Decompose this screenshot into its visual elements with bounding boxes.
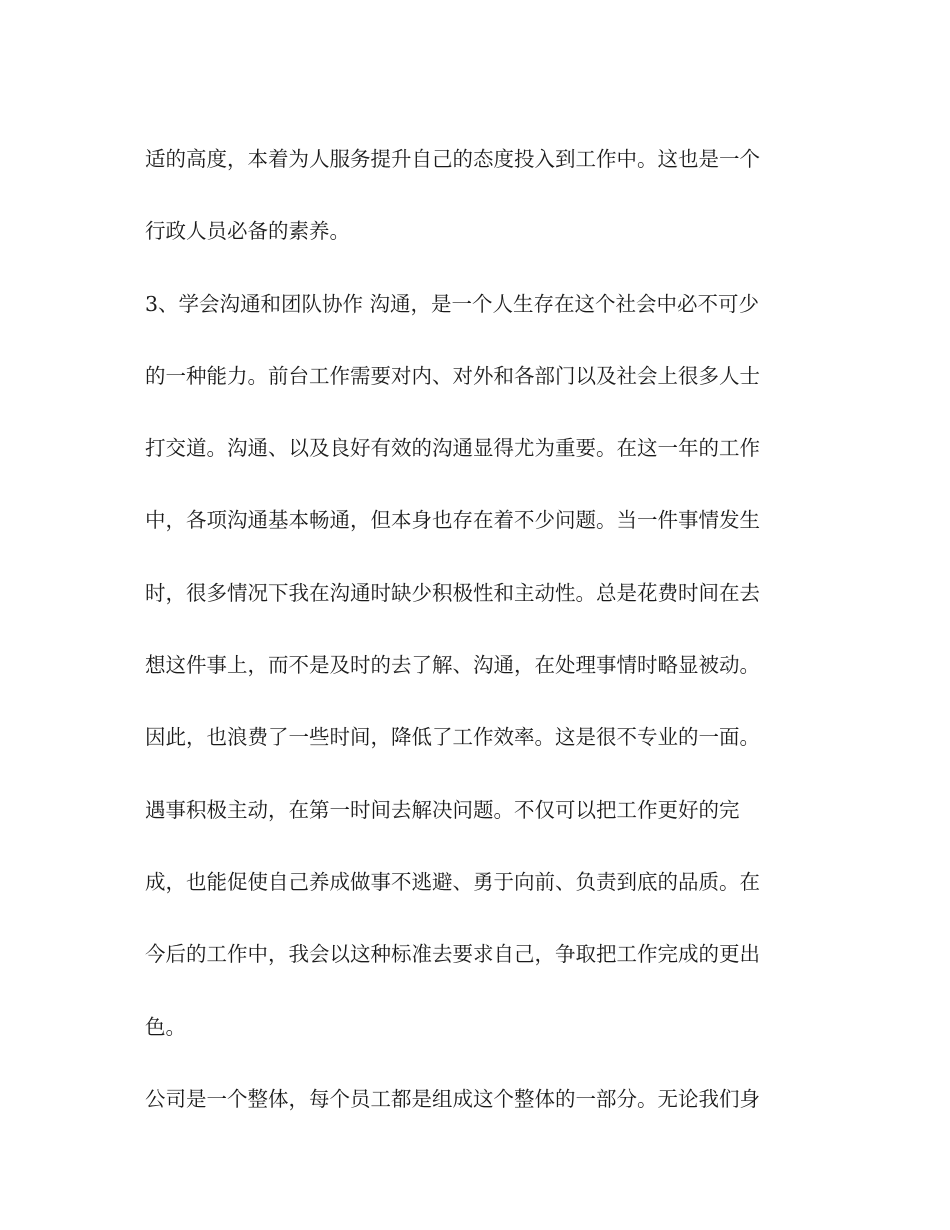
text-line: 适的高度，本着为人服务提升自己的态度投入到工作中。这也是一个 (145, 147, 760, 171)
text-line: 遇事积极主动，在第一时间去解决问题。不仅可以把工作更好的完 (145, 797, 740, 822)
text-line: 因此，也浪费了一些时间，降低了工作效率。这是很不专业的一面。 (145, 725, 760, 750)
text-line: 公司是一个整体，每个员工都是组成这个整体的一部分。无论我们身 (145, 1086, 760, 1111)
text-line: 时，很多情况下我在沟通时缺少积极性和主动性。总是花费时间在去 (145, 580, 760, 605)
text-line: 中，各项沟通基本畅通，但本身也存在着不少问题。当一件事情发生 (145, 508, 760, 533)
text-line: 色。 (145, 1014, 186, 1039)
text-line: 行政人员必备的素养。 (145, 219, 350, 244)
text-line: 成，也能促使自己养成做事不逃避、勇于向前、负责到底的品质。在 (145, 869, 760, 894)
text-line: 的一种能力。前台工作需要对内、对外和各部门以及社会上很多人士 (145, 363, 760, 388)
body-text (145, 123, 815, 1135)
text-line: 3、学会沟通和团队协作 沟通，是一个人生存在这个社会中必不可少 (145, 291, 760, 316)
text-line: 今后的工作中，我会以这种标准去要求自己，争取把工作完成的更出 (145, 942, 760, 967)
text-line: 想这件事上，而不是及时的去了解、沟通，在处理事情时略显被动。 (145, 653, 760, 678)
text-line: 打交道。沟通、以及良好有效的沟通显得尤为重要。在这一年的工作 (145, 436, 760, 461)
